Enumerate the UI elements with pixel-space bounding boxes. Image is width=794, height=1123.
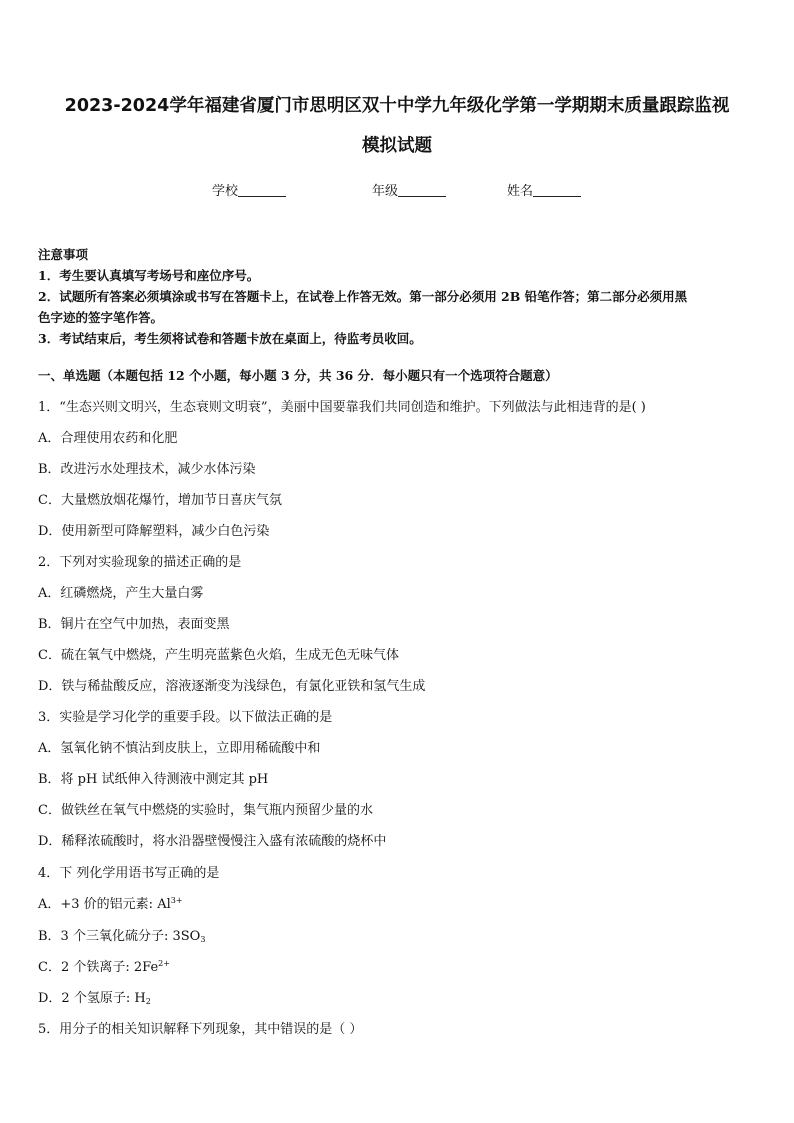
question-3-option-d[interactable]: D．稀释浓硫酸时，将水沿器壁慢慢注入盛有浓硫酸的烧杯中 [38,834,387,849]
question-3-option-b[interactable]: B．将 pH 试纸伸入待测液中测定其 pH [38,772,269,787]
student-info-row [0,180,794,200]
question-1-option-c[interactable]: C．大量燃放烟花爆竹，增加节日喜庆气氛 [38,493,282,508]
question-1-stem: 1．“生态兴则文明兴，生态衰则文明衰”，美丽中国要靠我们共同创造和维护。下列做法与此相违背的是( ) [38,400,646,415]
question-3-option-a[interactable]: A．氢氧化钠不慎沾到皮肤上，立即用稀硫酸中和 [38,741,321,756]
question-1-option-a[interactable]: A．合理使用农药和化肥 [38,431,178,446]
note-item-3: 3．考试结束后，考生须将试卷和答题卡放在桌面上，待监考员收回。 [38,331,422,346]
subscript: 3 [200,935,206,944]
section-heading: 一、单选题（本题包括 12 个小题，每小题 3 分，共 36 分．每小题只有一个选项符合题意） [38,368,558,383]
question-2-option-c[interactable]: C．硫在氧气中燃烧，产生明亮蓝紫色火焰，生成无色无味气体 [38,648,399,663]
grade-field[interactable] [372,180,446,199]
note-item-1: 1．考生要认真填写考场号和座位序号。 [38,268,260,283]
grade-label: 年级 [372,184,399,199]
name-blank[interactable] [533,182,581,197]
title-line-2: 模拟试题 [362,136,432,156]
question-2-option-d[interactable]: D．铁与稀盐酸反应，溶液逐渐变为浅绿色，有氯化亚铁和氢气生成 [38,679,426,694]
note-item-2b: 色字迹的签字笔作答。 [38,310,164,325]
notes-heading: 注意事项 [38,247,89,262]
option-text: B．3 个三氧化硫分子: 3SO [38,929,201,944]
question-2-stem: 2．下列对实验现象的描述正确的是 [38,555,242,570]
question-4-option-c[interactable] [38,956,760,975]
question-1-option-d[interactable]: D．使用新型可降解塑料，减少白色污染 [38,524,270,539]
question-2-option-a[interactable]: A．红磷燃烧，产生大量白雾 [38,586,204,601]
question-3-stem: 3．实验是学习化学的重要手段。以下做法正确的是 [38,710,333,725]
school-label: 学校 [212,184,239,199]
question-4-option-d[interactable] [38,987,760,1006]
title-line-1: 2023-2024学年福建省厦门市思明区双十中学九年级化学第一学期期末质量跟踪监视 [64,96,730,116]
name-field[interactable] [507,180,581,199]
question-3-option-c[interactable]: C．做铁丝在氧气中燃烧的实验时，集气瓶内预留少量的水 [38,803,373,818]
question-5-stem: 5．用分子的相关知识解释下列现象，其中错误的是（ ） [38,1022,363,1037]
option-text: C．2 个铁离子: 2Fe [38,960,159,975]
note-item-2a: 2．试题所有答案必须填涂或书写在答题卡上，在试卷上作答无效。第一部分必须用 2B 铅笔作答；第二部分必须用黑 [38,289,688,304]
name-label: 姓名 [507,184,534,199]
notes-section [38,244,760,349]
option-text: A．+3 价的铝元素: Al [38,897,171,912]
superscript: 3+ [170,896,183,905]
question-4-option-b[interactable] [38,925,760,944]
grade-blank[interactable] [398,182,446,197]
school-blank[interactable] [238,182,286,197]
superscript: 2+ [158,959,170,968]
exam-title [30,86,764,166]
question-4-option-a[interactable] [38,893,760,912]
question-1-option-b[interactable]: B．改进污水处理技术，减少水体污染 [38,462,256,477]
school-field[interactable] [212,180,286,199]
question-2-option-b[interactable]: B．铜片在空气中加热，表面变黑 [38,617,230,632]
question-4-stem: 4．下 列化学用语书写正确的是 [38,866,220,881]
subscript: 2 [145,997,151,1006]
option-text: D．2 个氢原子: H [38,991,146,1006]
